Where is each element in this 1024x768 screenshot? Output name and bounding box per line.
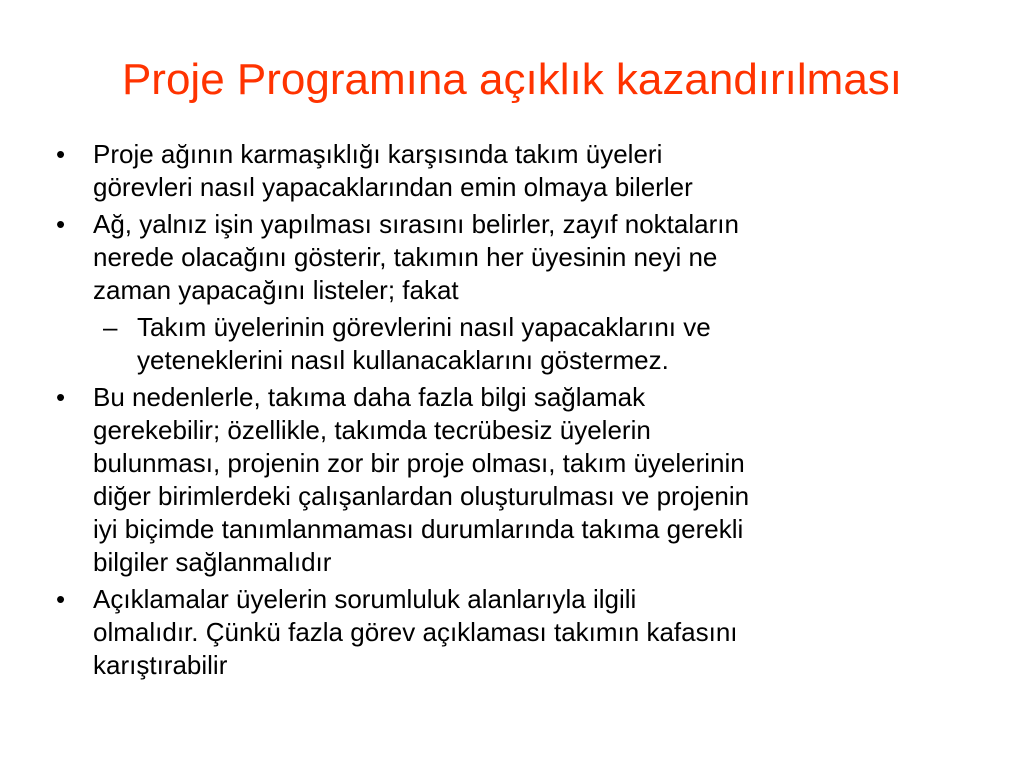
sub-bullet-item: [103, 311, 976, 377]
bullet-text-line: zaman yapacağını listeler; fakat: [93, 275, 459, 305]
bullet-marker: •: [56, 139, 66, 169]
slide-title: Proje Programına açıklık kazandırılması: [121, 55, 903, 104]
bullet-text-line: Açıklamalar üyelerin sorumluluk alanlarıyla ilgili: [93, 584, 637, 614]
bullet-text-line: Proje ağının karmaşıklığı karşısında takım üyeleri: [93, 139, 663, 169]
sub-bullet-text-line: Takım üyelerinin görevlerini nasıl yapacaklarını ve: [137, 312, 711, 342]
bullet-text-line: gerekebilir; özellikle, takımda tecrübesiz üyelerin: [93, 415, 651, 445]
bullet-text-line: görevleri nasıl yapacaklarından emin olmaya bilerler: [93, 172, 693, 202]
bullet-marker: •: [56, 584, 66, 614]
bullet-text-line: bulunması, projenin zor bir proje olması, takım üyelerinin: [93, 448, 745, 478]
bullet-list: [56, 138, 976, 682]
sub-bullet-text-line: yeteneklerini nasıl kullanacaklarını göstermez.: [137, 345, 669, 375]
bullet-marker: •: [56, 382, 66, 412]
sub-bullet-marker: –: [103, 312, 118, 342]
bullet-marker: •: [56, 209, 66, 239]
bullet-item: [56, 583, 976, 682]
bullet-text-line: iyi biçimde tanımlanmaması durumlarında takıma gerekli: [93, 514, 744, 544]
bullet-item: [56, 208, 976, 377]
bullet-item: [56, 381, 976, 579]
bullet-text-line: karıştırabilir: [93, 650, 228, 680]
bullet-text-line: diğer birimlerdeki çalışanlardan oluşturulması ve projenin: [93, 481, 750, 511]
bullet-text-line: Ağ, yalnız işin yapılması sırasını belirler, zayıf noktaların: [93, 209, 739, 239]
bullet-text-line: olmalıdır. Çünkü fazla görev açıklaması takımın kafasını: [93, 617, 738, 647]
sub-bullet-list: [93, 311, 976, 377]
bullet-text-line: nerede olacağını gösterir, takımın her üyesinin neyi ne: [93, 242, 718, 272]
bullet-text-line: bilgiler sağlanmalıdır: [93, 547, 332, 577]
bullet-item: [56, 138, 976, 204]
bullet-text-line: Bu nedenlerle, takıma daha fazla bilgi sağlamak: [93, 382, 646, 412]
